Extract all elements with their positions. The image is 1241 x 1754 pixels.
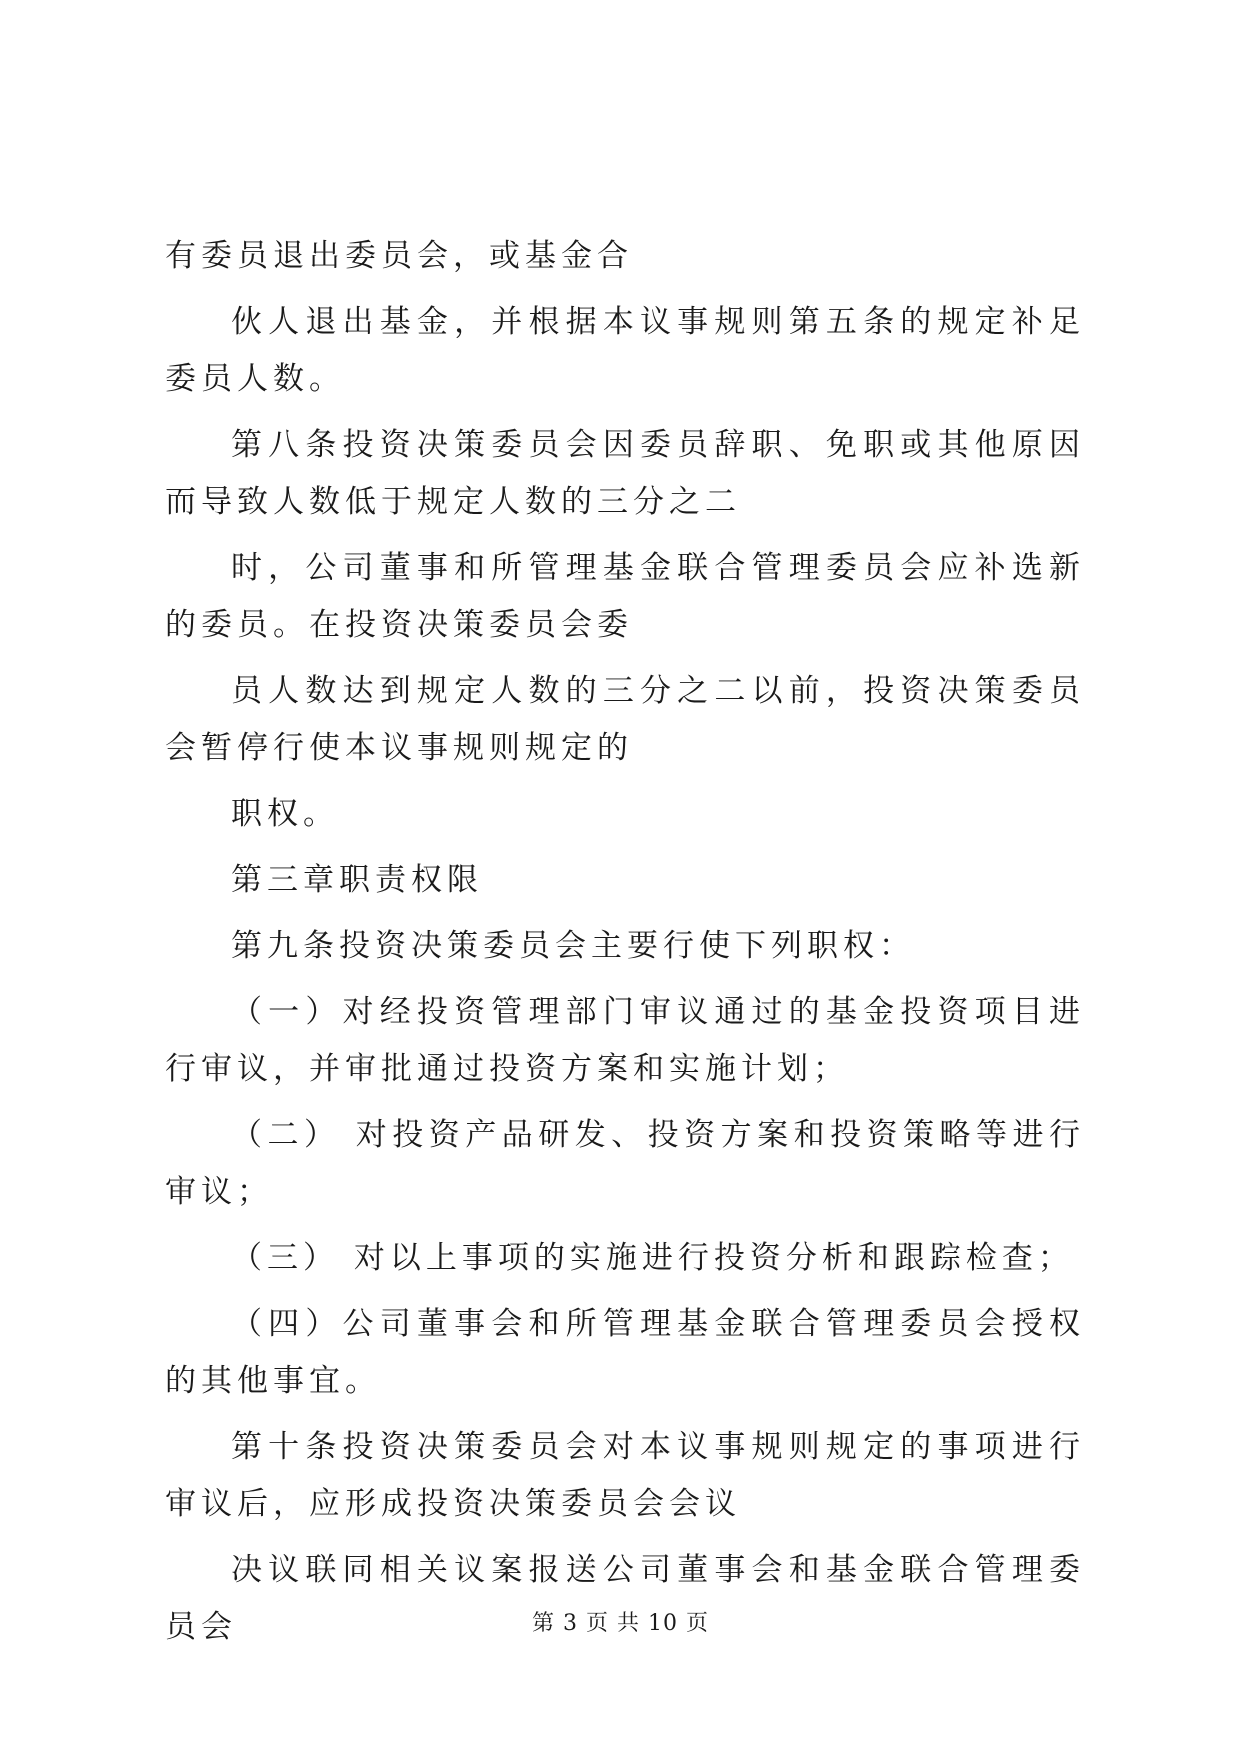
paragraph-9: （一）对经投资管理部门审议通过的基金投资项目进行审议，并审批通过投资方案和实施计划； [165,994,1085,1087]
paragraph-14: 决议联同相关议案报送公司董事会和基金联合管理委员会 [165,1552,1085,1645]
paragraph-3: 第八条投资决策委员会因委员辞职、免职或其他原因而导致人数低于规定人数的三分之二 [165,427,1085,520]
paragraph-11: （三） 对以上事项的实施进行投资分析和跟踪检查； [231,1240,1074,1276]
paragraph-13: 第十条投资决策委员会对本议事规则规定的事项进行审议后，应形成投资决策委员会会议 [165,1429,1085,1522]
paragraph-4: 时，公司董事和所管理基金联合管理委员会应补选新的委员。在投资决策委员会委 [165,550,1085,643]
page-number-footer: 第 3 页 共 10 页 [532,1611,709,1636]
document-body [165,228,1085,1665]
paragraph-12: （四）公司董事会和所管理基金联合管理委员会授权的其他事宜。 [165,1306,1085,1399]
paragraph-1: 有委员退出委员会，或基金合 [165,238,633,274]
paragraph-2: 伙人退出基金，并根据本议事规则第五条的规定补足委员人数。 [165,304,1085,397]
paragraph-6: 职权。 [231,796,339,832]
chapter-heading: 第三章职责权限 [231,862,483,898]
paragraph-10: （二） 对投资产品研发、投资方案和投资策略等进行审议； [165,1117,1085,1210]
paragraph-8: 第九条投资决策委员会主要行使下列职权： [231,928,915,964]
paragraph-5: 员人数达到规定人数的三分之二以前，投资决策委员会暂停行使本议事规则规定的 [165,673,1085,766]
